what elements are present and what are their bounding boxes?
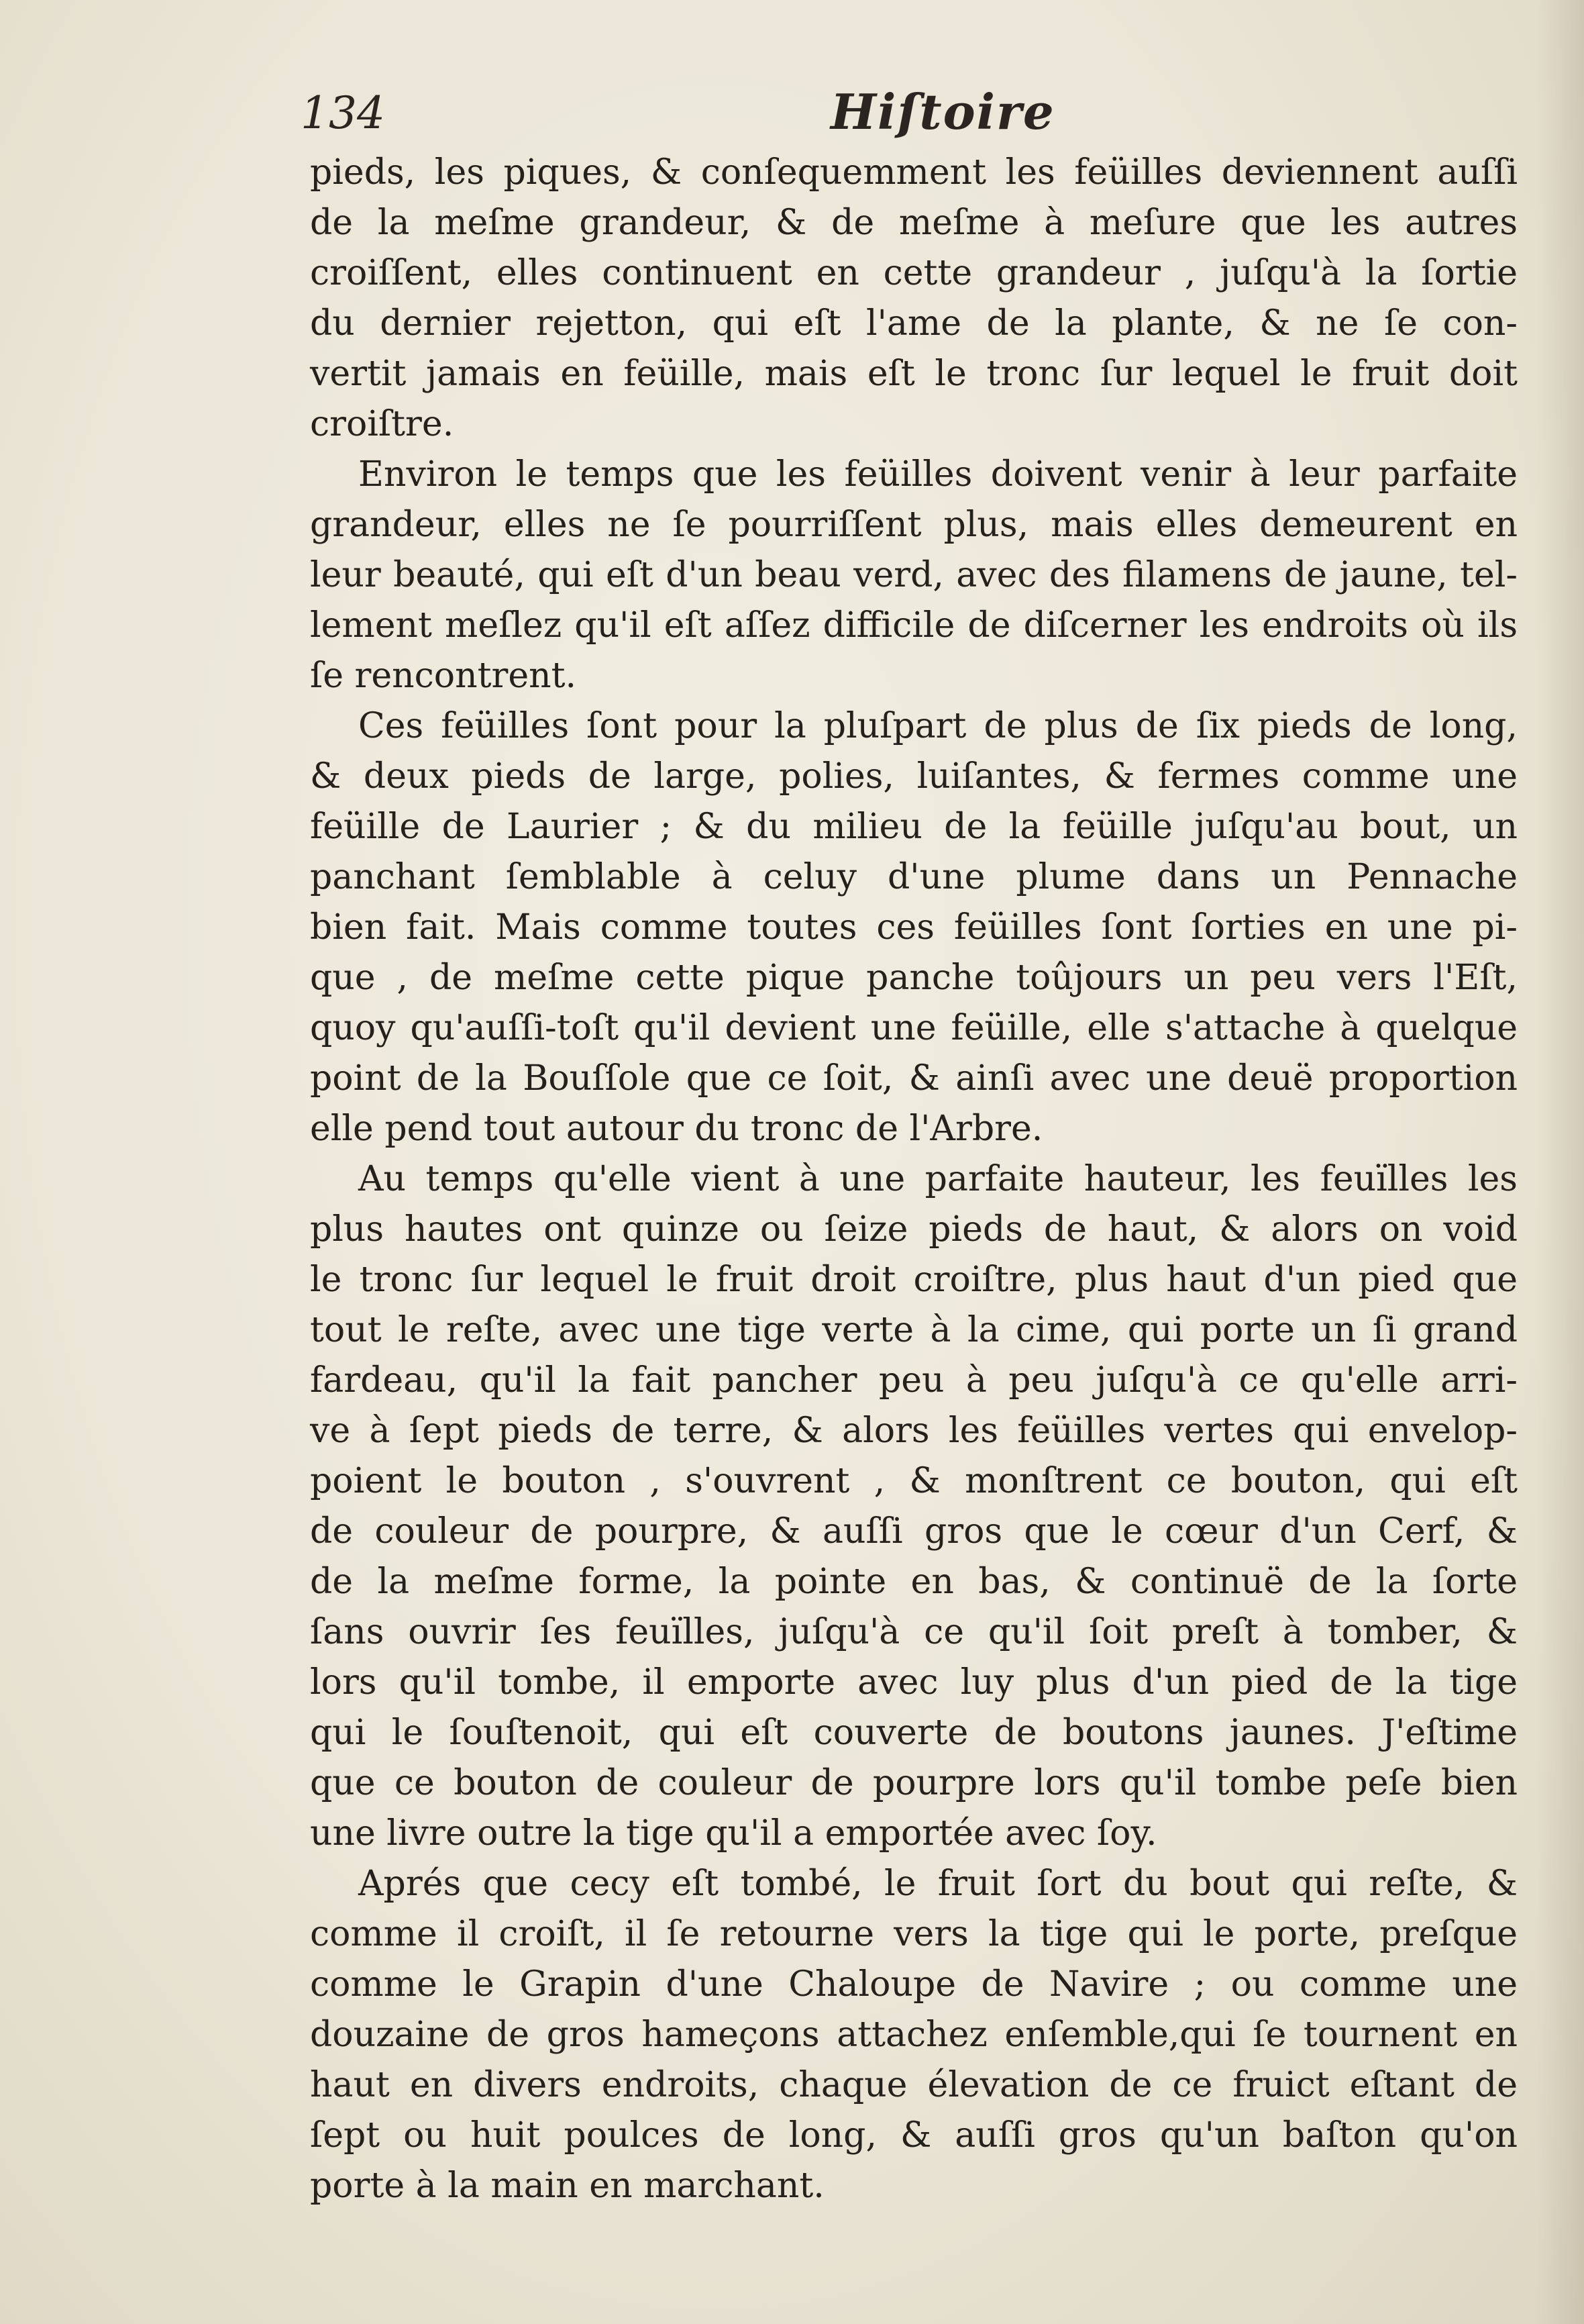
running-title: Hiſtoire (831, 83, 1055, 140)
text-line: qui le ſouſtenoit, qui eſt couverte de boutons jaunes. J'eſtime (310, 1713, 1518, 1753)
text-line: croiſtre. (310, 404, 454, 444)
text-line: une livre outre la tige qu'il a emportée avec ſoy. (310, 1813, 1157, 1854)
text-line: vertit jamais en feüille, mais eſt le tronc ſur lequel le fruit doit (310, 354, 1518, 394)
text-line: fardeau, qu'il la fait pancher peu à peu juſqu'à ce qu'elle arri- (310, 1360, 1518, 1401)
text-line: Ces feüilles ſont pour la pluſpart de plus de ſix pieds de long, (358, 706, 1518, 746)
page-edge-shadow (1537, 0, 1584, 2324)
page-number: 134 (301, 87, 385, 139)
text-line: lement meſlez qu'il eſt aſſez difficile de diſcerner les endroits où ils (310, 605, 1518, 646)
text-line: comme le Grapin d'une Chaloupe de Navire ; ou comme une (310, 1964, 1518, 2005)
text-line: ſe rencontrent. (310, 656, 577, 696)
text-line: Au temps qu'elle vient à une parfaite hauteur, les feuïlles les (358, 1159, 1518, 1199)
text-line: que ce bouton de couleur de pourpre lors qu'il tombe peſe bien (310, 1763, 1518, 1803)
text-line: bien fait. Mais comme toutes ces feüilles ſont ſorties en une pi- (310, 907, 1518, 948)
text-line: haut en divers endroits, chaque élevation de ce fruict eſtant de (310, 2065, 1518, 2105)
text-line: le tronc ſur lequel le fruit droit croiſtre, plus haut d'un pied que (310, 1260, 1518, 1300)
text-line: de couleur de pourpre, & auſſi gros que le cœur d'un Cerf, & (310, 1511, 1518, 1552)
text-line: ſans ouvrir ſes feuïlles, juſqu'à ce qu'il ſoit preſt à tomber, & (310, 1612, 1518, 1652)
text-line: poient le bouton , s'ouvrent , & monſtrent ce bouton, qui eſt (310, 1461, 1518, 1501)
text-line: grandeur, elles ne ſe pourriſſent plus, mais elles demeurent en (310, 505, 1518, 545)
text-line: feüille de Laurier ; & du milieu de la feüille juſqu'au bout, un (310, 807, 1518, 847)
text-line: Aprés que cecy eſt tombé, le fruit ſort du bout qui reſte, & (358, 1864, 1518, 1904)
text-line: pieds, les piques, & conſequemment les feüilles deviennent auſſi (310, 152, 1518, 193)
text-line: ſept ou huit poulces de long, & auſſi gros qu'un baſton qu'on (310, 2115, 1518, 2156)
text-line: porte à la main en marchant. (310, 2166, 825, 2206)
text-line: ve à ſept pieds de terre, & alors les feüilles vertes qui envelop- (310, 1411, 1518, 1451)
text-line: & deux pieds de large, polies, luiſantes, & fermes comme une (310, 756, 1518, 797)
body-text (310, 148, 1518, 2211)
text-line: tout le reſte, avec une tige verte à la cime, qui porte un ſi grand (310, 1310, 1518, 1350)
text-line: de la meſme grandeur, & de meſme à meſure que les autres (310, 203, 1518, 243)
text-line: Environ le temps que les feüilles doivent venir à leur parfaite (358, 454, 1518, 495)
text-line: leur beauté, qui eſt d'un beau verd, avec des filamens de jaune, tel- (310, 555, 1518, 595)
text-line: comme il croiſt, il ſe retourne vers la tige qui le porte, preſque (310, 1914, 1518, 1954)
text-line: du dernier rejetton, qui eſt l'ame de la plante, & ne ſe con- (310, 303, 1518, 344)
text-line: quoy qu'auſſi-toſt qu'il devient une feüille, elle s'attache à quelque (310, 1008, 1518, 1048)
text-line: croiſſent, elles continuent en cette grandeur , juſqu'à la ſortie (310, 253, 1518, 293)
page-header (301, 81, 1508, 154)
text-line: elle pend tout autour du tronc de l'Arbre. (310, 1109, 1043, 1149)
text-line: que , de meſme cette pique panche toûjours un peu vers l'Eſt, (310, 958, 1518, 998)
text-line: point de la Bouſſole que ce ſoit, & ainſi avec une deuë proportion (310, 1058, 1518, 1099)
text-line: douzaine de gros hameçons attachez enſemble,qui ſe tournent en (310, 2015, 1518, 2055)
text-line: plus hautes ont quinze ou ſeize pieds de haut, & alors on void (310, 1209, 1518, 1250)
text-line: panchant ſemblable à celuy d'une plume dans un Pennache (310, 857, 1518, 897)
text-line: de la meſme forme, la pointe en bas, & continuë de la ſorte (310, 1562, 1518, 1602)
text-line: lors qu'il tombe, il emporte avec luy plus d'un pied de la tige (310, 1662, 1518, 1703)
